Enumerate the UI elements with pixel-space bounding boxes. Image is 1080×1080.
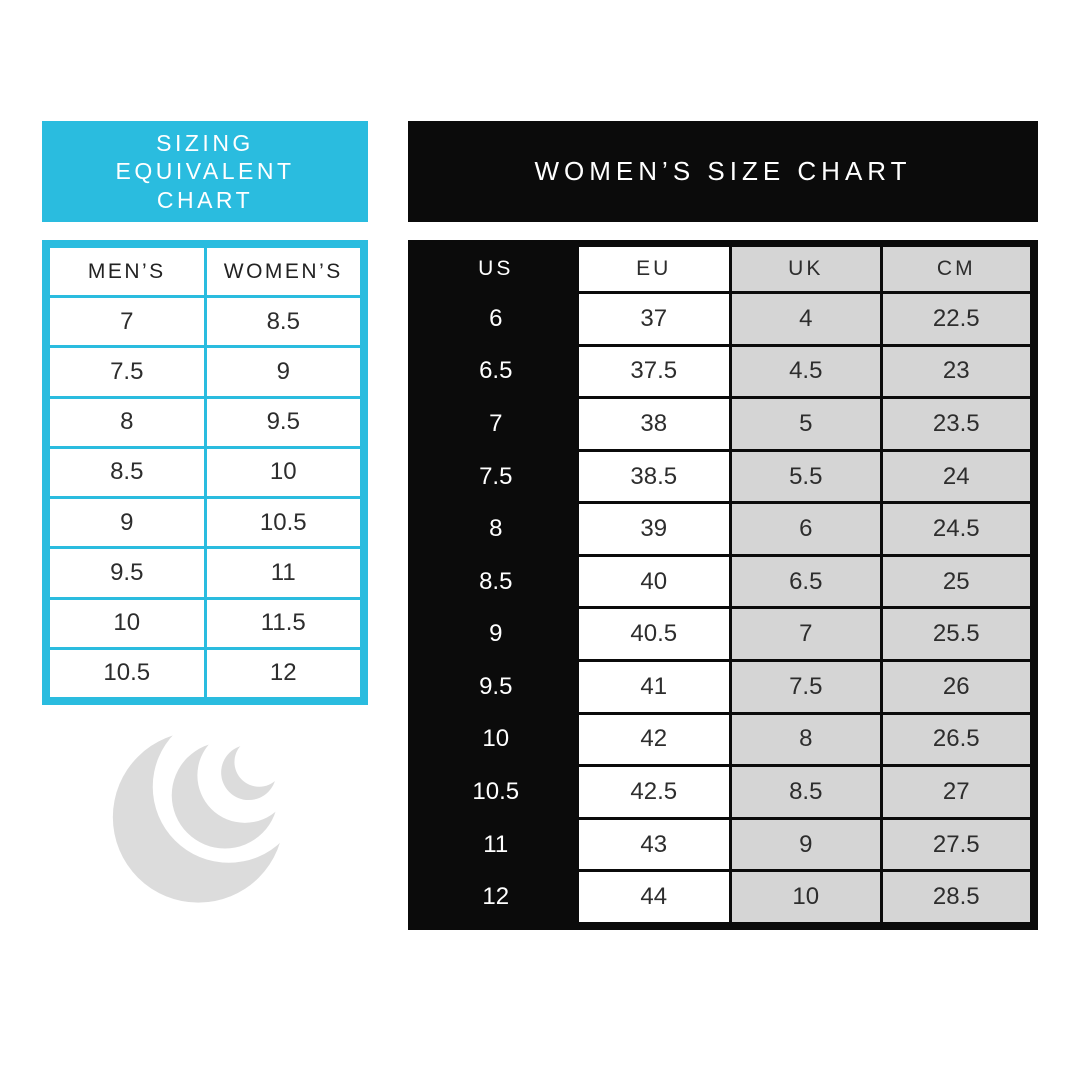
cm-size-cell: 28.5 — [883, 872, 1031, 922]
eu-size-cell: 44 — [579, 872, 730, 922]
us-size-cell: 9.5 — [479, 672, 513, 700]
uk-size-cell: 5.5 — [732, 452, 879, 502]
mens-size-cell: 10.5 — [50, 650, 204, 697]
crescent-moon-logo-icon — [110, 724, 300, 916]
eu-size-cell: 37 — [579, 294, 730, 344]
mens-size-cell: 7 — [50, 298, 204, 345]
column-header-mens: MEN’S — [50, 248, 204, 295]
uk-size-cell: 8.5 — [732, 767, 879, 817]
mens-size-cell: 8.5 — [50, 449, 204, 496]
column-header-womens: WOMEN’S — [207, 248, 361, 295]
us-size-cell: 8.5 — [479, 567, 513, 595]
column-header-uk: UK — [732, 247, 879, 291]
eu-size-cell: 40 — [579, 557, 730, 607]
eu-size-cell: 42 — [579, 715, 730, 765]
eu-size-cell: 39 — [579, 504, 730, 554]
uk-size-cell: 7.5 — [732, 662, 879, 712]
sizing-equivalent-chart-title — [42, 121, 368, 222]
mens-size-cell: 8 — [50, 399, 204, 446]
cm-size-cell: 23 — [883, 347, 1031, 397]
uk-size-cell: 7 — [732, 609, 879, 659]
column-header-eu: EU — [579, 247, 730, 291]
eu-size-cell: 41 — [579, 662, 730, 712]
uk-size-cell: 6.5 — [732, 557, 879, 607]
us-size-cell: 11 — [483, 830, 509, 858]
womens-size-cell: 9.5 — [207, 399, 361, 446]
cm-size-cell: 23.5 — [883, 399, 1031, 449]
uk-size-cell: 5 — [732, 399, 879, 449]
mens-size-cell: 7.5 — [50, 348, 204, 395]
title-text: WOMEN’S SIZE CHART — [534, 156, 912, 186]
eu-size-cell: 37.5 — [579, 347, 730, 397]
uk-size-cell: 10 — [732, 872, 879, 922]
womens-size-cell: 10 — [207, 449, 361, 496]
sizing-equivalent-table — [42, 240, 368, 705]
us-size-cell: 8 — [489, 515, 503, 543]
womens-size-cell: 8.5 — [207, 298, 361, 345]
eu-size-cell: 42.5 — [579, 767, 730, 817]
uk-size-cell: 4 — [732, 294, 879, 344]
cm-size-cell: 22.5 — [883, 294, 1031, 344]
us-size-cell: 10 — [482, 725, 510, 753]
us-size-cell: 7.5 — [479, 462, 513, 490]
title-line-2: EQUIVALENT — [115, 158, 295, 185]
cm-size-cell: 25.5 — [883, 609, 1031, 659]
eu-size-cell: 38 — [579, 399, 730, 449]
cm-size-cell: 27 — [883, 767, 1031, 817]
cm-size-cell: 24.5 — [883, 504, 1031, 554]
us-size-cell: 6 — [489, 304, 503, 332]
uk-size-cell: 9 — [732, 820, 879, 870]
title-line-1: SIZING — [156, 130, 254, 157]
womens-size-chart-title — [408, 121, 1038, 222]
cm-size-cell: 27.5 — [883, 820, 1031, 870]
uk-size-cell: 4.5 — [732, 347, 879, 397]
mens-size-cell: 10 — [50, 600, 204, 647]
us-size-cell: 10.5 — [472, 778, 520, 806]
uk-size-cell: 8 — [732, 715, 879, 765]
cm-size-cell: 25 — [883, 557, 1031, 607]
womens-size-cell: 9 — [207, 348, 361, 395]
column-header-us: US — [478, 257, 514, 280]
mens-size-cell: 9.5 — [50, 549, 204, 596]
cm-size-cell: 26.5 — [883, 715, 1031, 765]
womens-size-cell: 11.5 — [207, 600, 361, 647]
us-size-cell: 9 — [489, 620, 503, 648]
column-header-cm: CM — [883, 247, 1031, 291]
uk-size-cell: 6 — [732, 504, 879, 554]
us-size-cell: 6.5 — [479, 357, 513, 385]
mens-size-cell: 9 — [50, 499, 204, 546]
us-size-cell: 7 — [489, 409, 503, 437]
womens-size-table — [408, 240, 1038, 930]
eu-size-cell: 40.5 — [579, 609, 730, 659]
cm-size-cell: 26 — [883, 662, 1031, 712]
title-line-3: CHART — [156, 186, 254, 213]
eu-size-cell: 43 — [579, 820, 730, 870]
womens-size-cell: 10.5 — [207, 499, 361, 546]
womens-size-cell: 12 — [207, 650, 361, 697]
cm-size-cell: 24 — [883, 452, 1031, 502]
us-size-cell: 12 — [482, 883, 510, 911]
womens-size-cell: 11 — [207, 549, 361, 596]
eu-size-cell: 38.5 — [579, 452, 730, 502]
